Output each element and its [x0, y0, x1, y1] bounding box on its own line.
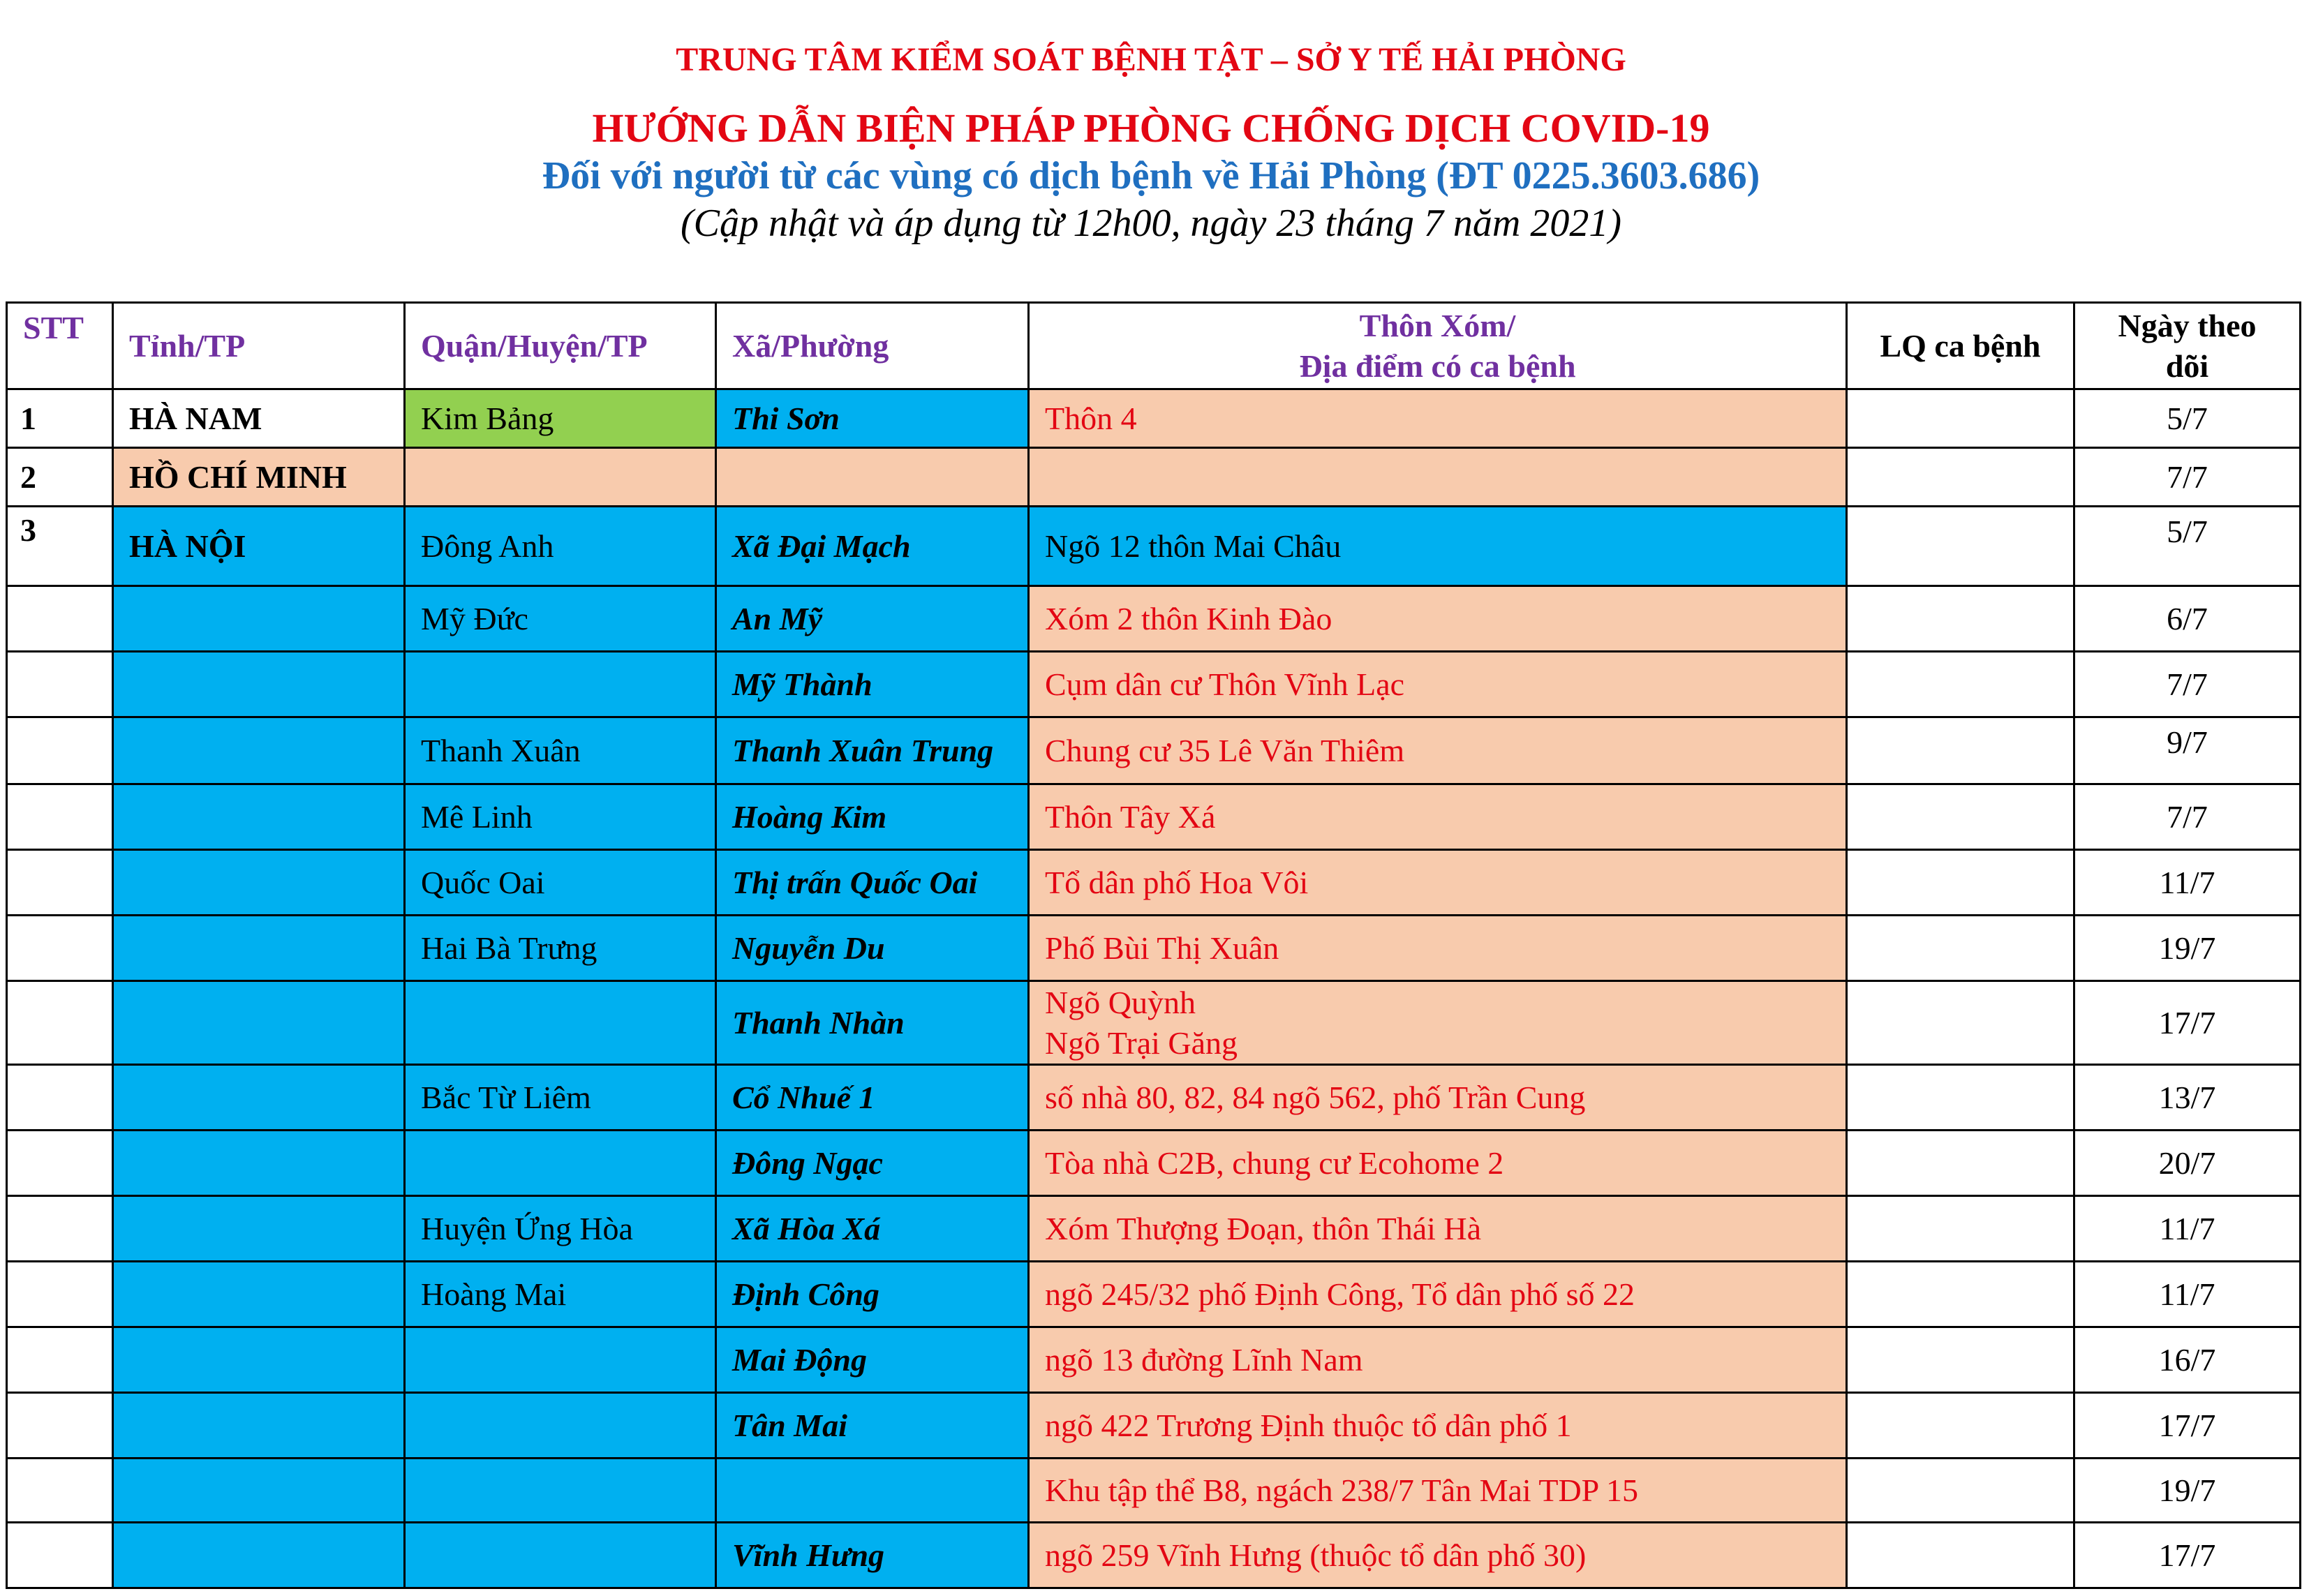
province-cell: HÀ NAM: [113, 389, 405, 448]
district-cell: Quốc Oai: [405, 850, 716, 916]
location-cell: số nhà 80, 82, 84 ngõ 562, phố Trần Cung: [1029, 1065, 1847, 1131]
table-row: [7, 850, 2301, 916]
province-cell: [113, 586, 405, 652]
location-cell: ngõ 13 đường Lĩnh Nam: [1029, 1327, 1847, 1393]
date-cell: 7/7: [2074, 448, 2301, 507]
ward-cell: Cổ Nhuế 1: [716, 1065, 1029, 1131]
province-cell: [113, 1393, 405, 1459]
guidance-title: HƯỚNG DẪN BIỆN PHÁP PHÒNG CHỐNG DỊCH COVID-19: [592, 105, 1710, 151]
stt-cell: [7, 1393, 113, 1459]
stt-cell: [7, 1065, 113, 1131]
date-cell: 5/7: [2074, 389, 2301, 448]
related-cell: [1847, 784, 2074, 850]
related-cell: [1847, 389, 2074, 448]
stt-cell: [7, 1131, 113, 1196]
stt-cell: [7, 1196, 113, 1262]
province-cell: [113, 652, 405, 717]
related-cell: [1847, 652, 2074, 717]
province-cell: [113, 850, 405, 916]
table-row: [7, 1393, 2301, 1459]
related-cell: [1847, 1393, 2074, 1459]
ward-cell: Thi Sơn: [716, 389, 1029, 448]
ward-cell: Mỹ Thành: [716, 652, 1029, 717]
date-cell: 11/7: [2074, 850, 2301, 916]
header-ward: Xã/Phường: [716, 303, 1029, 389]
date-cell: 9/7: [2074, 717, 2301, 784]
table-row: [7, 1523, 2301, 1588]
location-cell: [1029, 448, 1847, 507]
province-cell: [113, 1262, 405, 1327]
table-row: [7, 784, 2301, 850]
district-cell: [405, 1459, 716, 1523]
location-cell: Cụm dân cư Thôn Vĩnh Lạc: [1029, 652, 1847, 717]
stt-cell: [7, 981, 113, 1065]
location-cell: Khu tập thể B8, ngách 238/7 Tân Mai TDP 15: [1029, 1459, 1847, 1523]
district-cell: [405, 981, 716, 1065]
table-row: [7, 916, 2301, 981]
province-cell: HỒ CHÍ MINH: [113, 448, 405, 507]
table-row: [7, 448, 2301, 507]
district-cell: Thanh Xuân: [405, 717, 716, 784]
ward-cell: Xã Hòa Xá: [716, 1196, 1029, 1262]
table-row: [7, 717, 2301, 784]
ward-cell: Vĩnh Hưng: [716, 1523, 1029, 1588]
ward-cell: [716, 448, 1029, 507]
date-cell: 16/7: [2074, 1327, 2301, 1393]
stt-cell: [7, 916, 113, 981]
location-cell: Ngõ Quỳnh Ngõ Trại Găng: [1029, 981, 1847, 1065]
guidance-subtitle: Đối với người từ các vùng có dịch bệnh về Hải Phòng (ĐT 0225.3603.686): [542, 154, 1760, 197]
date-cell: 13/7: [2074, 1065, 2301, 1131]
table-row: [7, 1196, 2301, 1262]
related-cell: [1847, 448, 2074, 507]
related-cell: [1847, 717, 2074, 784]
district-cell: Hoàng Mai: [405, 1262, 716, 1327]
district-cell: [405, 1327, 716, 1393]
province-cell: [113, 1327, 405, 1393]
related-cell: [1847, 916, 2074, 981]
ward-cell: An Mỹ: [716, 586, 1029, 652]
outbreak-locations-table: [6, 301, 2301, 1589]
stt-cell: [7, 1459, 113, 1523]
related-cell: [1847, 1131, 2074, 1196]
province-cell: [113, 1196, 405, 1262]
district-cell: Đông Anh: [405, 507, 716, 586]
related-cell: [1847, 981, 2074, 1065]
location-cell: Phố Bùi Thị Xuân: [1029, 916, 1847, 981]
table-row: [7, 1459, 2301, 1523]
ward-cell: Mai Động: [716, 1327, 1029, 1393]
province-cell: [113, 1523, 405, 1588]
related-cell: [1847, 1262, 2074, 1327]
ward-cell: Nguyễn Du: [716, 916, 1029, 981]
stt-cell: [7, 1523, 113, 1588]
related-cell: [1847, 1523, 2074, 1588]
date-cell: 5/7: [2074, 507, 2301, 586]
organization-title: TRUNG TÂM KIỂM SOÁT BỆNH TẬT – SỞ Y TẾ HẢI PHÒNG: [676, 41, 1626, 78]
ward-cell: Tân Mai: [716, 1393, 1029, 1459]
district-cell: [405, 1393, 716, 1459]
header-location: Thôn Xóm/ Địa điểm có ca bệnh: [1029, 303, 1847, 389]
district-cell: Huyện Ứng Hòa: [405, 1196, 716, 1262]
stt-cell: [7, 652, 113, 717]
province-cell: [113, 784, 405, 850]
location-cell: Xóm Thượng Đoạn, thôn Thái Hà: [1029, 1196, 1847, 1262]
district-cell: Mê Linh: [405, 784, 716, 850]
table-row: [7, 507, 2301, 586]
table-row: [7, 389, 2301, 448]
province-cell: HÀ NỘI: [113, 507, 405, 586]
table-header-row: [7, 303, 2301, 389]
location-cell: Chung cư 35 Lê Văn Thiêm: [1029, 717, 1847, 784]
location-cell: Thôn Tây Xá: [1029, 784, 1847, 850]
date-cell: 11/7: [2074, 1262, 2301, 1327]
header-district: Quận/Huyện/TP: [405, 303, 716, 389]
location-cell: ngõ 259 Vĩnh Hưng (thuộc tổ dân phố 30): [1029, 1523, 1847, 1588]
stt-cell: [7, 717, 113, 784]
related-cell: [1847, 507, 2074, 586]
stt-cell: [7, 1262, 113, 1327]
date-cell: 19/7: [2074, 916, 2301, 981]
location-cell: ngõ 422 Trương Định thuộc tổ dân phố 1: [1029, 1393, 1847, 1459]
date-cell: 6/7: [2074, 586, 2301, 652]
stt-cell: [7, 850, 113, 916]
province-cell: [113, 981, 405, 1065]
location-cell: Xóm 2 thôn Kinh Đào: [1029, 586, 1847, 652]
date-cell: 17/7: [2074, 1523, 2301, 1588]
table-row: [7, 981, 2301, 1065]
location-cell: ngõ 245/32 phố Định Công, Tổ dân phố số 22: [1029, 1262, 1847, 1327]
location-cell: Ngõ 12 thôn Mai Châu: [1029, 507, 1847, 586]
district-cell: Hai Bà Trưng: [405, 916, 716, 981]
stt-cell: 2: [7, 448, 113, 507]
date-cell: 7/7: [2074, 652, 2301, 717]
related-cell: [1847, 850, 2074, 916]
related-cell: [1847, 1065, 2074, 1131]
location-cell: Tổ dân phố Hoa Vôi: [1029, 850, 1847, 916]
province-cell: [113, 717, 405, 784]
table-row: [7, 586, 2301, 652]
district-cell: [405, 448, 716, 507]
date-cell: 7/7: [2074, 784, 2301, 850]
date-cell: 20/7: [2074, 1131, 2301, 1196]
district-cell: [405, 1523, 716, 1588]
district-cell: Bắc Từ Liêm: [405, 1065, 716, 1131]
update-note: (Cập nhật và áp dụng từ 12h00, ngày 23 tháng 7 năm 2021): [680, 202, 1622, 245]
location-cell: Thôn 4: [1029, 389, 1847, 448]
stt-cell: [7, 784, 113, 850]
date-cell: 17/7: [2074, 981, 2301, 1065]
district-cell: Kim Bảng: [405, 389, 716, 448]
stt-cell: [7, 1327, 113, 1393]
province-cell: [113, 1065, 405, 1131]
ward-cell: Thanh Nhàn: [716, 981, 1029, 1065]
ward-cell: Hoàng Kim: [716, 784, 1029, 850]
table-row: [7, 1065, 2301, 1131]
date-cell: 11/7: [2074, 1196, 2301, 1262]
ward-cell: Xã Đại Mạch: [716, 507, 1029, 586]
header-related-case: LQ ca bệnh: [1847, 303, 2074, 389]
ward-cell: Đông Ngạc: [716, 1131, 1029, 1196]
stt-cell: [7, 586, 113, 652]
table-row: [7, 1131, 2301, 1196]
province-cell: [113, 1131, 405, 1196]
district-cell: Mỹ Đức: [405, 586, 716, 652]
table-row: [7, 1327, 2301, 1393]
ward-cell: Thị trấn Quốc Oai: [716, 850, 1029, 916]
date-cell: 19/7: [2074, 1459, 2301, 1523]
ward-cell: Định Công: [716, 1262, 1029, 1327]
stt-cell: 1: [7, 389, 113, 448]
related-cell: [1847, 1327, 2074, 1393]
header-followup-date: Ngày theo dõi: [2074, 303, 2301, 389]
province-cell: [113, 916, 405, 981]
table-row: [7, 652, 2301, 717]
location-cell: Tòa nhà C2B, chung cư Ecohome 2: [1029, 1131, 1847, 1196]
related-cell: [1847, 586, 2074, 652]
stt-cell: 3: [7, 507, 113, 586]
table-row: [7, 1262, 2301, 1327]
header-province: Tỉnh/TP: [113, 303, 405, 389]
province-cell: [113, 1459, 405, 1523]
header-stt: STT: [7, 303, 113, 389]
district-cell: [405, 1131, 716, 1196]
related-cell: [1847, 1196, 2074, 1262]
ward-cell: [716, 1459, 1029, 1523]
ward-cell: Thanh Xuân Trung: [716, 717, 1029, 784]
related-cell: [1847, 1459, 2074, 1523]
date-cell: 17/7: [2074, 1393, 2301, 1459]
district-cell: [405, 652, 716, 717]
